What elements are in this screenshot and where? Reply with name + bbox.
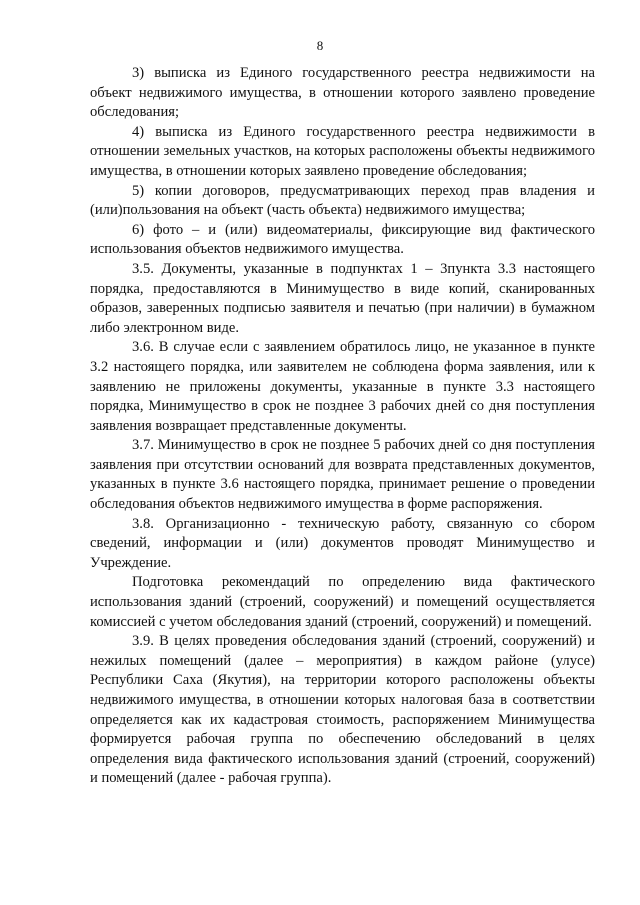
paragraph-3-5: 3.5. Документы, указанные в подпунктах 1 – 3пункта 3.3 настоящего порядка, предоставляются в Минимущество в виде копий, сканированных образов, заверенных подписью заявителя и печатью (при наличии) в бумажном либо электронном виде. <box>90 260 595 336</box>
paragraph-item-3: 3) выписка из Единого государственного реестра недвижимости на объект недвижимого имущества, в отношении которого заявлено проведение обследования; <box>90 65 595 121</box>
paragraph-3-8: 3.8. Организационно - техническую работу, связанную со сбором сведений, информации и (или) документов проводят Минимущество и Учреждение. <box>90 515 595 571</box>
paragraph-recommendations: Подготовка рекомендаций по определению вида фактического использования зданий (строений, сооружений) и помещений осуществляется комиссией с учетом обследования зданий (строений, сооружений) и помещений. <box>90 574 595 630</box>
document-body <box>90 64 595 789</box>
paragraph-3-9: 3.9. В целях проведения обследования зданий (строений, сооружений) и нежилых помещений (далее – мероприятия) в каждом районе (улусе) Республики Саха (Якутия), на территории которого расположены объекты недвижимого имущества, в отношении которых налоговая база в соответствии определяется как их кадастровая стоимость, распоряжением Минимущества формируется рабочая группа по обеспечению обследований в целях определения вида фактического использования зданий (строений, сооружений) и помещений (далее - рабочая группа). <box>90 633 595 787</box>
paragraph-item-4: 4) выписка из Единого государственного реестра недвижимости в отношении земельных участков, на которых расположены объекты недвижимого имущества, в отношении которых заявлено проведение обследования; <box>90 123 595 179</box>
paragraph-3-6: 3.6. В случае если с заявлением обратилось лицо, не указанное в пункте 3.2 настоящего порядка, или заявителем не соблюдена форма заявления, или к заявлению не приложены документы, указанные в пункте 3.3 настоящего порядка, Минимущество в срок не позднее 3 рабочих дней со дня поступления заявления возвращает представленные документы. <box>90 339 595 434</box>
paragraph-3-7: 3.7. Минимущество в срок не позднее 5 рабочих дней со дня поступления заявления при отсутствии оснований для возврата представленных документов, указанных в пункте 3.6 настоящего порядка, принимает решение о проведении обследования объектов недвижимого имущества в форме распоряжения. <box>90 437 595 513</box>
paragraph-item-6: 6) фото – и (или) видеоматериалы, фиксирующие вид фактического использования объектов недвижимого имущества. <box>90 221 595 258</box>
paragraph-item-5: 5) копии договоров, предусматривающих переход прав владения и (или)пользования на объект (часть объекта) недвижимого имущества; <box>90 182 595 219</box>
page-number: 8 <box>316 38 324 53</box>
